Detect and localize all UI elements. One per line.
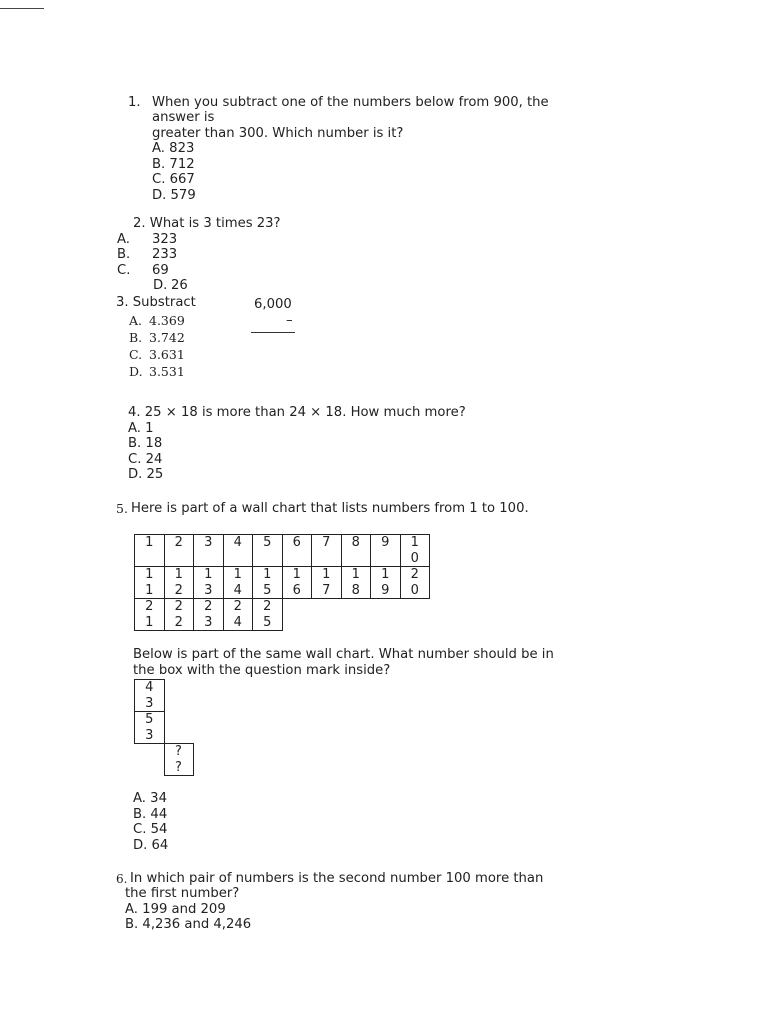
q3-option-d-value: 3.531 <box>149 364 185 379</box>
q4-text: 4. 25 × 18 is more than 24 × 18. How much more? <box>128 405 466 420</box>
q2-option-c-letter: C. <box>117 263 131 278</box>
part-empty-cell <box>164 712 193 744</box>
wall-chart-row-2 <box>135 567 430 599</box>
wall-chart-cell: 1 4 <box>223 567 253 599</box>
q4-option-c: C. 24 <box>128 452 163 467</box>
wall-chart-cell: 7 <box>312 535 342 567</box>
header-rule <box>0 8 44 9</box>
q1-text-line1: When you subtract one of the numbers below from 900, the <box>152 95 549 110</box>
q1-text-line2: answer is <box>152 110 215 125</box>
q5-option-c: C. 54 <box>133 822 168 837</box>
wall-chart-cell: 1 3 <box>194 567 224 599</box>
q2-text: 2. What is 3 times 23? <box>133 216 281 231</box>
q4-option-d: D. 25 <box>128 467 164 482</box>
question-mark-cell: ? ? <box>164 744 193 776</box>
q1-text-line3: greater than 300. Which number is it? <box>152 126 404 141</box>
q5-number: 5. <box>116 501 128 516</box>
q3-option-b-value: 3.742 <box>149 330 185 345</box>
q6-option-b: B. 4,236 and 4,246 <box>125 917 252 932</box>
q3-option-a-value: 4.369 <box>149 313 185 328</box>
q5-followup-line2: the box with the question mark inside? <box>133 663 391 678</box>
wall-chart-cell: 4 <box>223 535 253 567</box>
q3-option-d-letter: D. <box>129 364 143 379</box>
q3-option-c-letter: C. <box>129 347 143 362</box>
wall-chart-cell: 2 5 <box>253 599 283 631</box>
wall-chart-part-table <box>134 679 194 776</box>
part-row-1 <box>135 680 194 712</box>
q2-option-b-letter: B. <box>117 247 131 262</box>
wall-chart-row-1 <box>135 535 430 567</box>
q6-option-a: A. 199 and 209 <box>125 902 226 917</box>
wall-chart-cell: 3 <box>194 535 224 567</box>
wall-chart-empty-cell <box>312 599 342 631</box>
part-empty-cell <box>135 744 165 776</box>
part-cell-53: 5 3 <box>135 712 165 744</box>
q2-option-b-value: 233 <box>152 247 178 262</box>
wall-chart-cell: 1 1 <box>135 567 165 599</box>
q2-option-a-letter: A. <box>117 232 130 247</box>
q3-option-b-letter: B. <box>129 330 143 345</box>
wall-chart-empty-cell <box>341 599 371 631</box>
q5-option-b: B. 44 <box>133 807 168 822</box>
q5-followup-line1: Below is part of the same wall chart. What number should be in <box>133 647 554 662</box>
q5-option-d: D. 64 <box>133 838 169 853</box>
q3-minus-sign: – <box>286 313 293 328</box>
wall-chart-empty-cell <box>400 599 430 631</box>
wall-chart-row-3 <box>135 599 430 631</box>
q6-text-line2: the first number? <box>125 886 240 901</box>
wall-chart-cell: 2 <box>164 535 194 567</box>
q5-text: Here is part of a wall chart that lists numbers from 1 to 100. <box>131 501 529 516</box>
wall-chart-cell: 2 2 <box>164 599 194 631</box>
part-cell-43: 4 3 <box>135 680 165 712</box>
wall-chart-cell: 2 4 <box>223 599 253 631</box>
q1-number: 1. <box>128 95 141 110</box>
q6-number: 6. <box>116 872 128 886</box>
q1-option-b: B. 712 <box>152 157 195 172</box>
q2-option-d-letter: D. <box>153 278 168 293</box>
wall-chart-cell: 2 3 <box>194 599 224 631</box>
q3-option-c-value: 3.631 <box>149 347 185 362</box>
part-empty-cell <box>164 680 193 712</box>
q5-option-a: A. 34 <box>133 791 167 806</box>
wall-chart-cell: 2 0 <box>400 567 430 599</box>
q6-text-line1: In which pair of numbers is the second number 100 more than <box>130 871 544 886</box>
q4-option-b: B. 18 <box>128 436 163 451</box>
wall-chart-cell: 1 9 <box>371 567 401 599</box>
wall-chart-cell: 1 6 <box>282 567 312 599</box>
wall-chart-cell: 1 8 <box>341 567 371 599</box>
q1-option-d: D. 579 <box>152 188 196 203</box>
q3-subtraction-rule <box>251 332 295 333</box>
q3-text: 3. Substract <box>116 295 196 310</box>
wall-chart-cell: 1 2 <box>164 567 194 599</box>
part-row-3 <box>135 744 194 776</box>
q1-option-a: A. 823 <box>152 141 195 156</box>
wall-chart-cell: 6 <box>282 535 312 567</box>
wall-chart-cell: 9 <box>371 535 401 567</box>
wall-chart-cell: 1 5 <box>253 567 283 599</box>
wall-chart-cell: 2 1 <box>135 599 165 631</box>
q1-option-c: C. 667 <box>152 172 195 187</box>
wall-chart-cell: 8 <box>341 535 371 567</box>
wall-chart-empty-cell <box>371 599 401 631</box>
q4-option-a: A. 1 <box>128 421 154 436</box>
part-row-2 <box>135 712 194 744</box>
q2-option-c-value: 69 <box>152 263 169 278</box>
q3-option-a-letter: A. <box>129 313 143 328</box>
wall-chart-empty-cell <box>282 599 312 631</box>
wall-chart-cell: 1 <box>135 535 165 567</box>
wall-chart-cell: 1 0 <box>400 535 430 567</box>
wall-chart-cell: 5 <box>253 535 283 567</box>
wall-chart-table <box>134 534 430 631</box>
q2-option-d-value: 26 <box>171 278 188 293</box>
q2-option-a-value: 323 <box>152 232 178 247</box>
wall-chart-cell: 1 7 <box>312 567 342 599</box>
q3-top-number: 6,000 <box>254 297 292 312</box>
